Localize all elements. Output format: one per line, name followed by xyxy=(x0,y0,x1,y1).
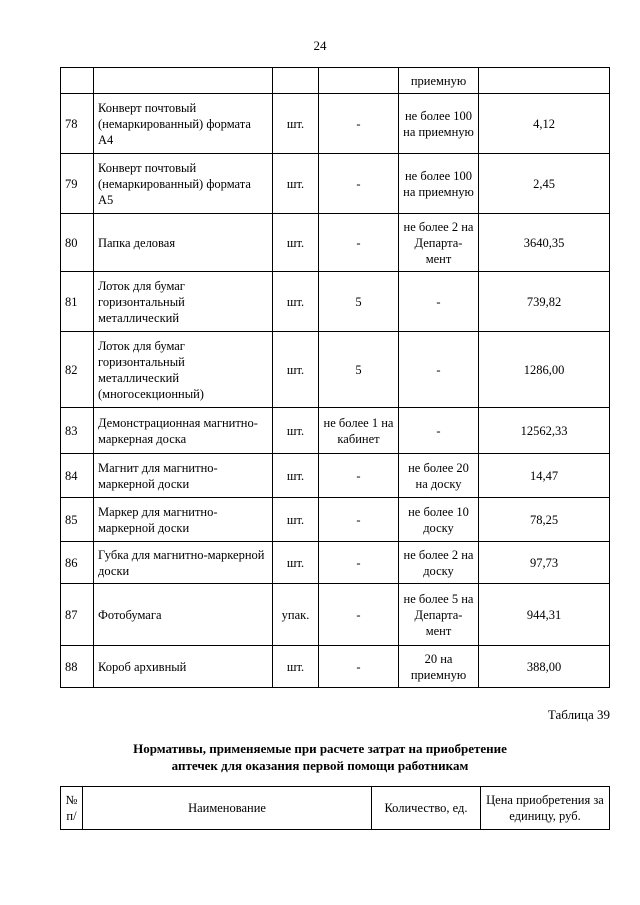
header-num: № п/ xyxy=(61,787,83,830)
row-number-cell: 85 xyxy=(61,498,94,542)
table-row xyxy=(61,332,610,408)
item-name-cell: Конверт почтовый (немаркированный) формата А4 xyxy=(94,94,273,154)
limit-cell: - xyxy=(399,408,479,454)
unit-cell: шт. xyxy=(273,542,319,584)
price-cell: 388,00 xyxy=(479,646,610,688)
unit-cell: шт. xyxy=(273,454,319,498)
norms-table-body xyxy=(61,68,610,688)
item-name-cell: Губка для магнитно-маркерной доски xyxy=(94,542,273,584)
row-number-cell: 82 xyxy=(61,332,94,408)
unit-cell: шт. xyxy=(273,154,319,214)
table-row xyxy=(61,542,610,584)
table-row xyxy=(61,94,610,154)
table-row xyxy=(61,214,610,272)
first-aid-kits-table-header xyxy=(60,786,610,830)
limit-cell: 20 на приемную xyxy=(399,646,479,688)
limit-cell: не более 100 на приемную xyxy=(399,154,479,214)
item-name-cell: Маркер для магнитно-маркерной доски xyxy=(94,498,273,542)
row-number-cell: 81 xyxy=(61,272,94,332)
norms-table xyxy=(60,67,610,688)
price-cell xyxy=(479,68,610,94)
limit-cell: не более 20 на доску xyxy=(399,454,479,498)
unit-cell: шт. xyxy=(273,498,319,542)
table-row xyxy=(61,498,610,542)
quantity-cell: - xyxy=(319,498,399,542)
item-name-cell: Папка деловая xyxy=(94,214,273,272)
header-price: Цена приобретения за единицу, руб. xyxy=(481,787,610,830)
table-row xyxy=(61,68,610,94)
quantity-cell: не более 1 на кабинет xyxy=(319,408,399,454)
price-cell: 14,47 xyxy=(479,454,610,498)
row-number-cell: 88 xyxy=(61,646,94,688)
item-name-cell: Магнит для магнитно-маркерной доски xyxy=(94,454,273,498)
limit-cell: не более 5 на Департа-мент xyxy=(399,584,479,646)
quantity-cell: - xyxy=(319,154,399,214)
item-name-cell: Демонстрационная магнитно-маркерная доска xyxy=(94,408,273,454)
section-title-line-2: аптечек для оказания первой помощи работникам xyxy=(171,758,469,773)
quantity-cell: - xyxy=(319,94,399,154)
unit-cell: шт. xyxy=(273,408,319,454)
limit-cell: - xyxy=(399,272,479,332)
price-cell: 1286,00 xyxy=(479,332,610,408)
row-number-cell: 86 xyxy=(61,542,94,584)
row-number-cell xyxy=(61,68,94,94)
quantity-cell: 5 xyxy=(319,332,399,408)
limit-cell: не более 2 на доску xyxy=(399,542,479,584)
row-number-cell: 79 xyxy=(61,154,94,214)
item-name-cell: Короб архивный xyxy=(94,646,273,688)
quantity-cell xyxy=(319,68,399,94)
table-row xyxy=(61,646,610,688)
table-row xyxy=(61,454,610,498)
unit-cell: шт. xyxy=(273,272,319,332)
unit-cell: шт. xyxy=(273,94,319,154)
table-row xyxy=(61,272,610,332)
price-cell: 12562,33 xyxy=(479,408,610,454)
price-cell: 78,25 xyxy=(479,498,610,542)
header-row xyxy=(61,787,610,830)
row-number-cell: 87 xyxy=(61,584,94,646)
price-cell: 3640,35 xyxy=(479,214,610,272)
table-row xyxy=(61,408,610,454)
price-cell: 944,31 xyxy=(479,584,610,646)
unit-cell: упак. xyxy=(273,584,319,646)
unit-cell: шт. xyxy=(273,332,319,408)
price-cell: 4,12 xyxy=(479,94,610,154)
row-number-cell: 78 xyxy=(61,94,94,154)
row-number-cell: 80 xyxy=(61,214,94,272)
section-title xyxy=(0,740,640,774)
item-name-cell: Конверт почтовый (немаркированный) формата А5 xyxy=(94,154,273,214)
item-name-cell: Лоток для бумаг горизонтальный металлический xyxy=(94,272,273,332)
limit-cell: не более 10 доску xyxy=(399,498,479,542)
quantity-cell: - xyxy=(319,646,399,688)
quantity-cell: - xyxy=(319,454,399,498)
item-name-cell: Фотобумага xyxy=(94,584,273,646)
row-number-cell: 84 xyxy=(61,454,94,498)
item-name-cell xyxy=(94,68,273,94)
header-name: Наименование xyxy=(83,787,372,830)
item-name-cell: Лоток для бумаг горизонтальный металлический (многосекционный) xyxy=(94,332,273,408)
table-row xyxy=(61,584,610,646)
unit-cell xyxy=(273,68,319,94)
row-number-cell: 83 xyxy=(61,408,94,454)
price-cell: 97,73 xyxy=(479,542,610,584)
table-label: Таблица 39 xyxy=(547,707,610,722)
quantity-cell: - xyxy=(319,214,399,272)
quantity-cell: 5 xyxy=(319,272,399,332)
unit-cell: шт. xyxy=(273,214,319,272)
header-qty: Количество, ед. xyxy=(372,787,481,830)
price-cell: 2,45 xyxy=(479,154,610,214)
quantity-cell: - xyxy=(319,542,399,584)
limit-cell: не более 2 на Департа-мент xyxy=(399,214,479,272)
limit-cell: приемную xyxy=(399,68,479,94)
limit-cell: - xyxy=(399,332,479,408)
quantity-cell: - xyxy=(319,584,399,646)
page-number: 24 xyxy=(313,38,327,53)
section-title-line-1: Нормативы, применяемые при расчете затрат на приобретение xyxy=(133,741,507,756)
price-cell: 739,82 xyxy=(479,272,610,332)
limit-cell: не более 100 на приемную xyxy=(399,94,479,154)
unit-cell: шт. xyxy=(273,646,319,688)
table-row xyxy=(61,154,610,214)
